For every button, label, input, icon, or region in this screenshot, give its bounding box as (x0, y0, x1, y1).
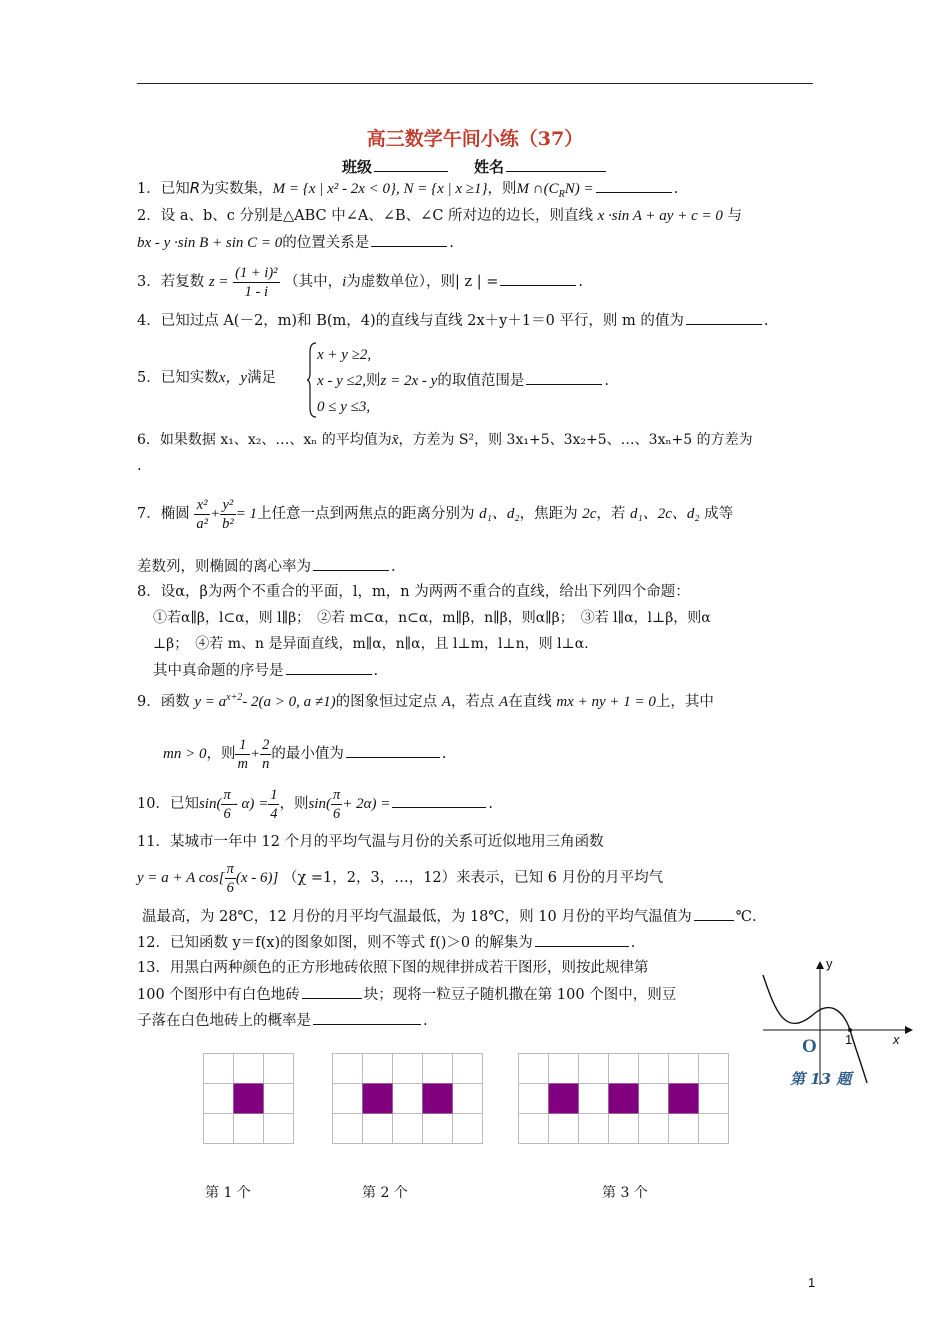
answer-blank-2[interactable] (371, 232, 447, 247)
tile-figure-3 (518, 1053, 730, 1145)
question-9-line-1: 9．函数 $y = a^{x+2}-$ 2(a > 0, a ≠1)的图象恒过定点 A，若点 A在直线 mx + ny + 1 = 0上，其中 (137, 692, 714, 710)
question-8-line-3: ⊥β； ④若 m、n 是异面直线，m∥α，n∥α，且 l⊥m，l⊥n，则 l⊥α. (153, 636, 589, 652)
black-tile (669, 1084, 699, 1114)
answer-blank-10[interactable] (392, 793, 486, 808)
black-tile (234, 1084, 264, 1114)
answer-blank-13b[interactable] (313, 1010, 421, 1025)
figure-caption-1: 第 1 个 (205, 1185, 251, 1201)
black-tile (549, 1084, 579, 1114)
black-tile (423, 1084, 453, 1114)
tile-figure-1 (203, 1053, 295, 1145)
question-10: 10．已知sin( $\frac{\pi}{6}$ - α) = $\frac{1}{4}$ ，则sin( $\frac{\pi}{6}$ + 2α) = . (137, 786, 493, 822)
student-info (0, 156, 950, 177)
name-blank[interactable] (506, 157, 606, 172)
black-tile (609, 1084, 639, 1114)
figure-caption-2: 第 2 个 (362, 1185, 408, 1201)
graph-y-label: y (826, 956, 833, 971)
answer-blank-9[interactable] (346, 743, 440, 758)
question-11-line-2: y = a + A cos[ $\frac{\pi}{6}$ (x - 6)] （χ =1，2，3，…，12）来表示，已知 6 月份的月平均气 (137, 860, 664, 896)
answer-blank-1[interactable] (596, 178, 672, 193)
question-2-line-2: bx - y ·sin B + sin C = 0的位置关系是 . (137, 232, 817, 253)
answer-blank-12[interactable] (535, 932, 629, 947)
answer-blank-13a[interactable] (302, 984, 362, 999)
answer-blank-4[interactable] (686, 310, 762, 325)
question-13-line-3: 子落在白色地砖上的概率是 . (137, 1010, 737, 1031)
answer-blank-3[interactable] (500, 271, 576, 286)
question-7-line-1: 7．椭圆 $\frac{\text{x²}}{\text{a²}}$ + $\frac{\text{y²}}{\text{b²}}$ = 1上任意一点到两焦点的距离分别为 d₁、d₂，焦距为 2c，若 d₁、2c、d₂ 成等 (137, 496, 734, 532)
question-13-line-1: 13．用黑白两种颜色的正方形地砖依照下图的规律拼成若干图形，则按此规律第 (137, 960, 649, 976)
question-11-line-3: 温最高，为 28℃，12 月份的月平均气温最低，为 18℃，则 10 月份的平均气温值为 ℃. (142, 906, 822, 927)
tile-figure-2 (332, 1053, 484, 1145)
page-title: 高三数学午间小练（37） (366, 128, 584, 150)
question-4: 4．已知过点 A(－2，m)和 B(m，4)的直线与直线 2x＋y＋1＝0 平行，则 m 的值为 . (137, 310, 817, 331)
class-label: 班级 (341, 158, 372, 176)
answer-blank-7[interactable] (313, 556, 389, 571)
black-tile (363, 1084, 393, 1114)
question-11-line-1: 11．某城市一年中 12 个月的平均气温与月份的关系可近似地用三角函数 (137, 834, 604, 850)
question-6-end: . (137, 458, 142, 474)
class-blank[interactable] (374, 157, 448, 172)
graph-origin-label: O (802, 1036, 817, 1057)
graph-one-label: 1 (845, 1032, 853, 1047)
question-3: 3．若复数 z = $\frac{\text{(1 + i)²}}{1 - i}$ （其中，i为虚数单位），则| z | = . (137, 264, 584, 300)
graph-caption: 第 13 题 (790, 1070, 852, 1088)
question-1: 1．已知R为实数集，M = {x | x² - 2x < 0}, N = {x | x ≥1}，则M $\cap(C_RN)$ = . (137, 179, 679, 200)
figure-caption-3: 第 3 个 (602, 1185, 648, 1201)
question-12: 12．已知函数 y＝f(x)的图象如图，则不等式 f()＞0 的解集为 . (137, 932, 817, 953)
question-8-line-4: 其中真命题的序号是 . (153, 660, 833, 681)
name-label: 姓名 (474, 158, 505, 176)
question-2-line-1: 2．设 a、b、c 分别是△ABC 中∠A、∠B、∠C 所对边的边长，则直线 x ·sin A + ay + c = 0 与 (137, 208, 742, 224)
y-axis-arrow-icon (816, 961, 824, 969)
question-6: 6．如果数据 x₁、x₂、…、xₙ 的平均值为x̄，方差为 S²，则 3x₁+5、3x₂+5、…、3xₙ+5 的方差为 (137, 432, 753, 448)
graph-x-label: x (893, 1032, 900, 1047)
page-number: 1 (808, 1275, 816, 1290)
header-rule (137, 83, 813, 84)
question-5: 5．已知实数x，y满足 x + y ≥2, x - y ≤2,则z = 2x - y的取值范围是 . 0 ≤ y ≤3, (137, 340, 817, 420)
x-axis-arrow-icon (905, 1026, 913, 1034)
question-9-line-2: mn > 0，则 $\frac{1}{m}$ + $\frac{2}{n}$ 的最小值为 . (163, 736, 447, 772)
answer-blank-5[interactable] (526, 370, 602, 385)
question-7-line-2: 差数列，则椭圆的离心率为 . (137, 556, 817, 577)
answer-blank-8[interactable] (286, 660, 372, 675)
question-13-line-2: 100 个图形中有白色地砖 块；现将一粒豆子随机撒在第 100 个图中，则豆 (137, 984, 737, 1005)
answer-blank-11[interactable] (694, 906, 734, 921)
question-8-line-2: ①若α∥β，l⊂α，则 l∥β； ②若 m⊂α，n⊂α，m∥β，n∥β，则α∥β； ③若 l∥α，l⊥β，则α (153, 610, 711, 626)
question-8-line-1: 8．设α，β为两个不重合的平面，l，m，n 为两两不重合的直线，给出下列四个命题： (137, 584, 690, 600)
system-brace (307, 342, 317, 418)
